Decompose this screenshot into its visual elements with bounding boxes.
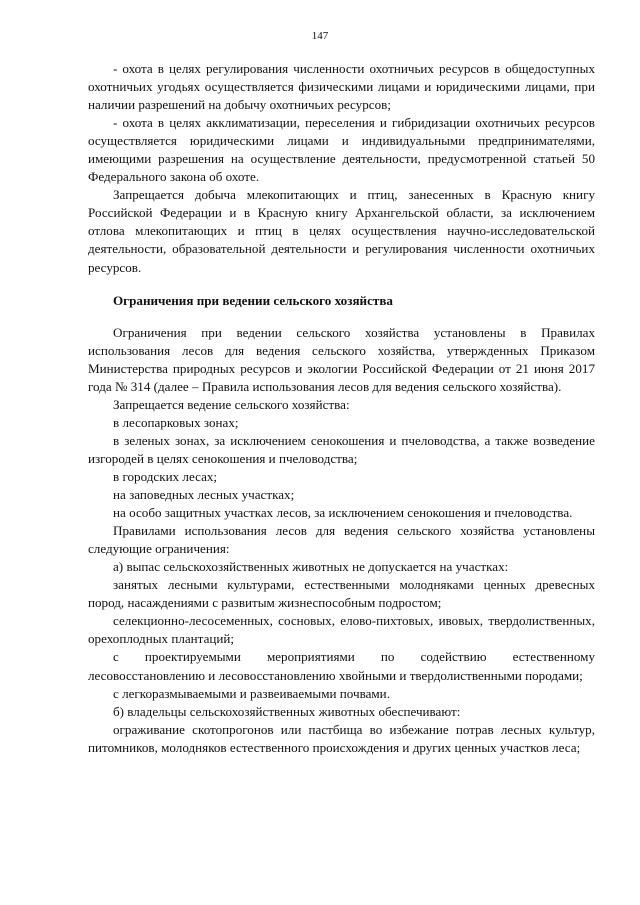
paragraph-hunting-regulation: - охота в целях регулирования численности охотничьих ресурсов в общедоступных охотничьих угодьях осуществляется физическими лицами и юридическими лицами, при наличии разрешений на добычу охотничьих ресурсов; <box>88 61 595 113</box>
section-heading: Ограничения при ведении сельского хозяйства <box>113 292 393 308</box>
list-item-plantations: селекционно-лесосеменных, сосновых, елово-пихтовых, ивовых, твердолиственных, орехоплодных плантаций; <box>88 613 595 647</box>
page-number: 147 <box>311 30 329 42</box>
list-item-fencing: ограживание скотопрогонов или пастбища во избежание потрав лесных культур, питомников, молодняков естественного происхождения и других ценных участков леса; <box>88 721 595 755</box>
list-item-reserved-plots: на заповедных лесных участках; <box>113 487 295 503</box>
paragraph-agriculture-rules: Ограничения при ведении сельского хозяйства установлены в Правилах использования лесов для ведения сельского хозяйства, утвержденных Приказом Министерства природных ресурсов и экологии Российской Федерации от 21 июня 2017 года № 314 (далее – Правила использования лесов для ведения сельского хозяйства). <box>88 324 595 394</box>
list-item-green-zones: в зеленых зонах, за исключением сенокошения и пчеловодства, а также возведение изгородей в целях сенокошения и пчеловодства; <box>88 432 595 466</box>
paragraph-hunting-acclimatization: - охота в целях акклиматизации, переселения и гибридизации охотничьих ресурсов осуществляется юридическими лицами и индивидуальными предпринимателями, имеющими разрешения на осуществление деятельности, предусмотренной статьей 50 Федерального закона об охоте. <box>88 115 595 185</box>
list-item-grazing-restriction: а) выпас сельскохозяйственных животных не допускается на участках: <box>113 559 509 575</box>
list-item-erodible-soils: с легкоразмываемыми и развеиваемыми почвами. <box>113 685 390 701</box>
list-item-owners-obligations: б) владельцы сельскохозяйственных животных обеспечивают: <box>113 703 461 719</box>
paragraph-agriculture-prohibited: Запрещается ведение сельского хозяйства: <box>113 396 350 412</box>
list-item-reforestation: с проектируемыми мероприятиями по содействию естественному лесовосстановлению и лесовосстановлению хвойными и твердолиственными породами; <box>88 649 595 683</box>
list-item-urban-forests: в городских лесах; <box>113 468 218 484</box>
list-item-forest-park-zones: в лесопарковых зонах; <box>113 414 239 430</box>
page-content <box>88 60 595 757</box>
list-item-protected-plots: на особо защитных участках лесов, за исключением сенокошения и пчеловодства. <box>113 505 573 521</box>
paragraph-restrictions-intro: Правилами использования лесов для ведения сельского хозяйства установлены следующие ограничения: <box>88 523 595 557</box>
list-item-forest-cultures: занятых лесными культурами, естественными молодняками ценных древесных пород, насаждениями с развитым жизнеспособным подростом; <box>88 577 595 611</box>
paragraph-red-book-prohibition: Запрещается добыча млекопитающих и птиц, занесенных в Красную книгу Российской Федерации и в Красную книгу Архангельской области, за исключением отлова млекопитающих и птиц в целях осуществления научно-исследовательской деятельности, образовательной деятельности и регулирования численности охотничьих ресурсов. <box>88 187 595 275</box>
